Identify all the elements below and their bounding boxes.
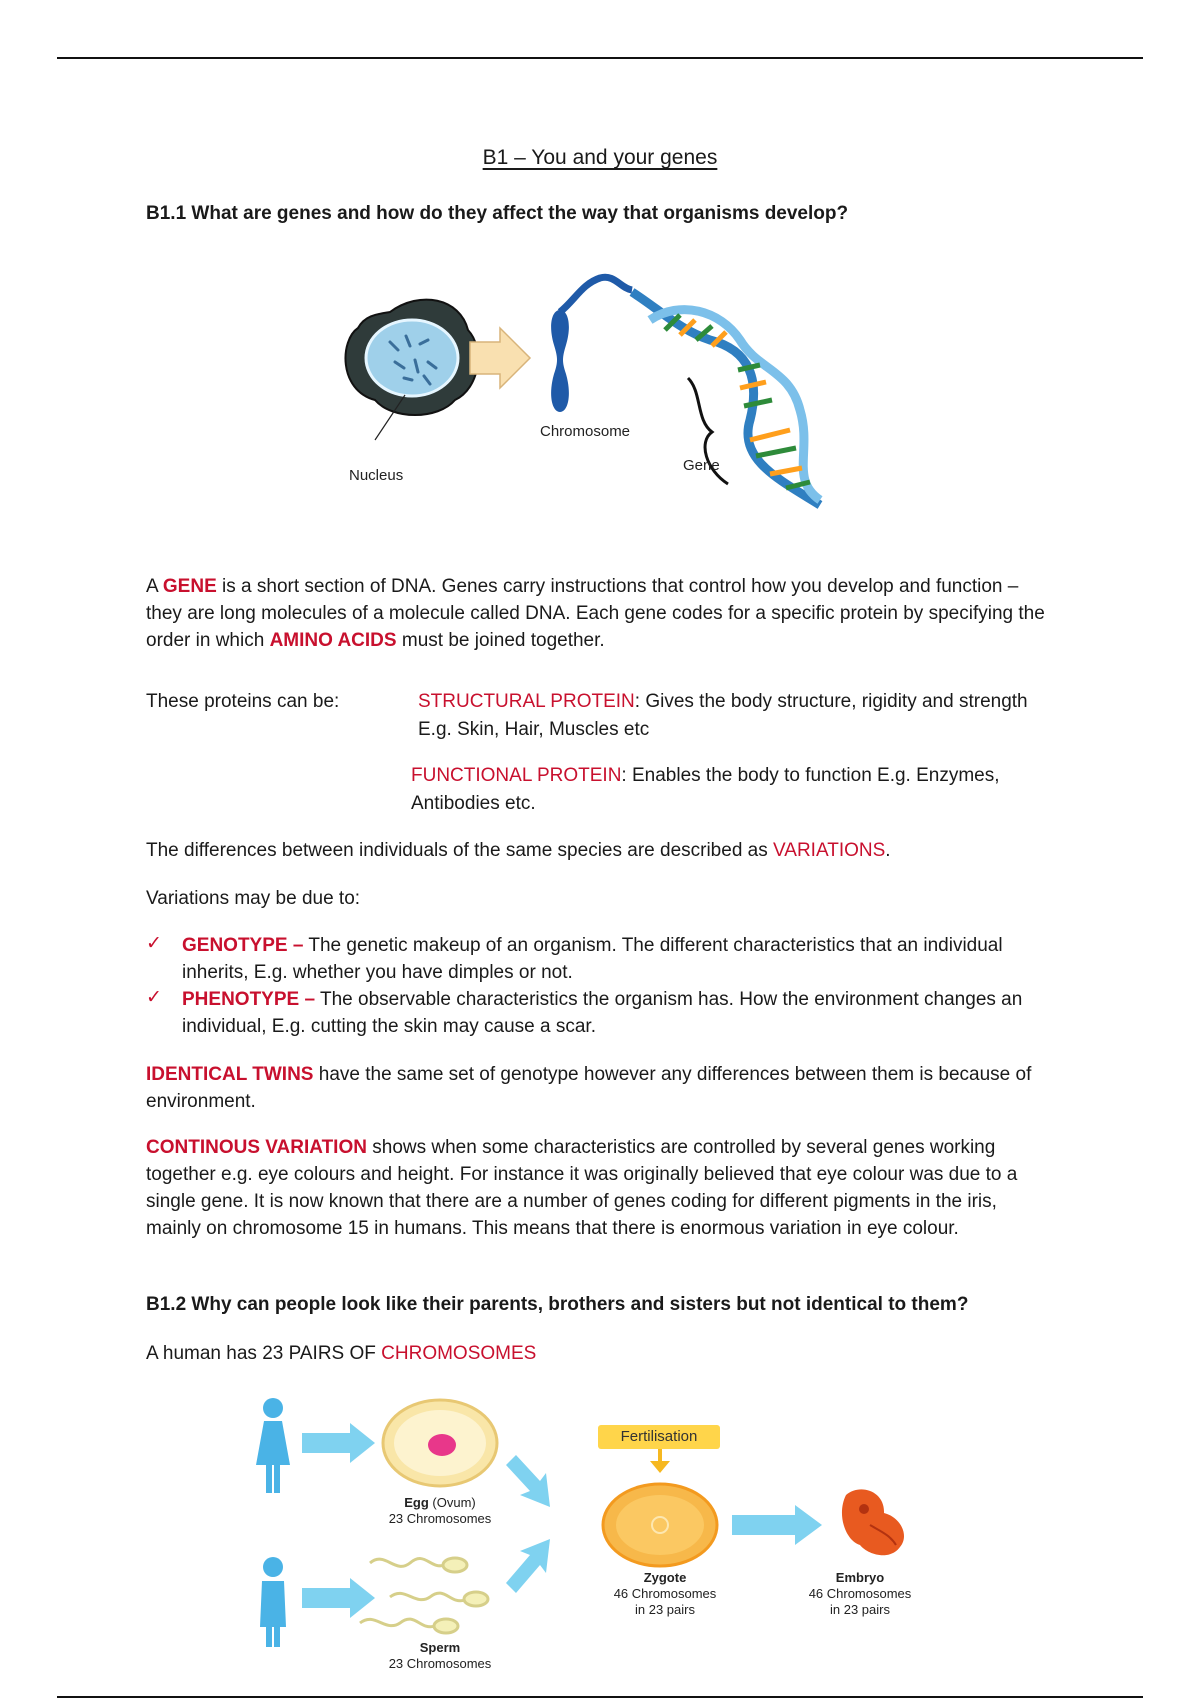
gene-label: Gene (683, 457, 720, 474)
bottom-rule (57, 1696, 1143, 1698)
egg-graphic (383, 1400, 497, 1486)
arrow-icon (650, 1449, 670, 1473)
embryo-caption: Embryo 46 Chromosomes in 23 pairs (808, 1570, 912, 1617)
sperm-graphic (360, 1558, 488, 1633)
variations-definition: The differences between individuals of the same species are described as VARIATIONS. (146, 840, 891, 861)
egg-caption: Egg (Ovum) 23 Chromosomes (388, 1495, 492, 1526)
page-title: B1 – You and your genes (482, 146, 718, 169)
dna-helix-graphic (632, 292, 820, 505)
section-heading-b1-2: B1.2 Why can people look like their parents, brothers and sisters but not identical to them? (146, 1294, 969, 1315)
check-icon: ✓ (146, 933, 162, 954)
variations-intro: Variations may be due to: (146, 888, 361, 909)
arrow-icon (506, 1539, 550, 1593)
chromosome-graphic (551, 277, 632, 412)
check-icon: ✓ (146, 987, 162, 1008)
proteins-intro: These proteins can be: (146, 691, 340, 712)
continuous-variation: CONTINOUS VARIATION shows when some characteristics are controlled by several genes working together e.g. eye colours and height. For instance it was originally believed that eye colour was due to a single gene. It is now known that there are a number of genes coding for different pigments in the iris, mainly on chromosome 15 in humans. This means that there is enormous variation in eye colour. (146, 1137, 1018, 1239)
arrow-icon (302, 1578, 375, 1618)
phenotype-item: PHENOTYPE – The observable characteristics the organism has. How the environment changes an individual, E.g. cutting the skin may cause a scar. (182, 989, 1023, 1037)
zygote-caption: Zygote 46 Chromosomes in 23 pairs (613, 1570, 717, 1617)
gene-definition: A GENE is a short section of DNA. Genes carry instructions that control how you develop and function – they are long molecules of a molecule called DNA. Each gene codes for a specific protein by specifying the order in which AMINO ACIDS must be joined together. (146, 576, 1045, 651)
male-icon (260, 1557, 286, 1647)
embryo-graphic (842, 1489, 904, 1555)
fertilisation-label: Fertilisation (598, 1425, 720, 1449)
section-heading-b1-1: B1.1 What are genes and how do they affect the way that organisms develop? (146, 203, 849, 224)
sperm-caption: Sperm 23 Chromosomes (388, 1640, 492, 1671)
female-icon (256, 1398, 290, 1493)
gene-diagram (320, 270, 920, 530)
structural-protein: STRUCTURAL PROTEIN: Gives the body structure, rigidity and strength E.g. Skin, Hair, Muscles etc (418, 691, 1028, 740)
genotype-item: GENOTYPE – The genetic makeup of an organism. The different characteristics that an individual inherits, E.g. whether you have dimples or not. (182, 935, 1003, 983)
fertilisation-diagram (240, 1395, 940, 1685)
chromosome-pairs: A human has 23 PAIRS OF CHROMOSOMES (146, 1343, 537, 1364)
zygote-graphic (603, 1484, 717, 1566)
functional-protein: FUNCTIONAL PROTEIN: Enables the body to function E.g. Enzymes, Antibodies etc. (411, 765, 1000, 814)
identical-twins: IDENTICAL TWINS have the same set of genotype however any differences between them is because of environment. (146, 1064, 1032, 1112)
arrow-icon (470, 328, 530, 388)
arrow-icon (732, 1505, 822, 1545)
nucleus-cell-graphic (345, 300, 477, 415)
chromosome-label: Chromosome (540, 423, 631, 440)
arrow-icon (302, 1423, 375, 1463)
nucleus-label: Nucleus (349, 467, 404, 484)
top-rule (57, 57, 1143, 59)
